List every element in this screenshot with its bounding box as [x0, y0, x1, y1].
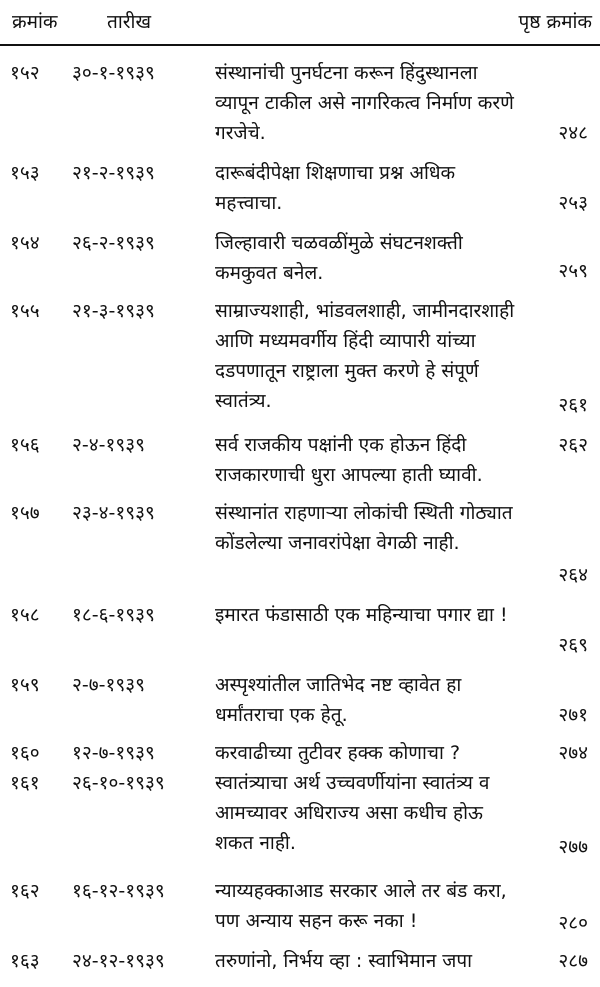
entry-title: दारूबंदीपेक्षा शिक्षणाचा प्रश्न अधिक महत्त्वाचा.: [215, 162, 456, 214]
header-number: क्रमांक: [12, 11, 58, 33]
entry-number: १६२: [10, 880, 40, 902]
entry-page-number: २६४: [558, 564, 588, 586]
entry-number: १६१: [10, 772, 40, 794]
entry-number: १५४: [10, 232, 40, 254]
entry-date: २-७-१९३९: [72, 674, 145, 696]
entry-title: न्याय्यहक्काआड सरकार आले तर बंड करा, पण अन्याय सहन करू नका !: [215, 880, 507, 932]
index-row: [0, 598, 600, 658]
entry-title: संस्थानांची पुनर्घटना करून हिंदुस्थानला व्यापून टाकील असे नागरिकत्व निर्माण करणे गरजेचे.: [215, 62, 514, 144]
index-row: [0, 496, 600, 588]
entry-title: संस्थानांत राहणाऱ्या लोकांची स्थिती गोठ्यात कोंडलेल्या जनावरांपेक्षा वेगळी नाही.: [215, 502, 513, 554]
entry-page-number: २७४: [558, 742, 588, 764]
entry-date: ३०-१-१९३९: [72, 62, 155, 84]
index-row: [0, 156, 600, 214]
index-row: [0, 428, 600, 488]
entry-title: इमारत फंडासाठी एक महिन्याचा पगार द्या !: [215, 604, 508, 626]
entry-title: सर्व राजकीय पक्षांनी एक होऊन हिंदी राजकारणाची धुरा आपल्या हाती घ्यावी.: [215, 434, 483, 486]
entry-page-number: २६९: [558, 634, 588, 656]
entry-date: २६-२-१९३९: [72, 232, 155, 254]
entry-title: तरुणांनो, निर्भय व्हा : स्वाभिमान जपा: [215, 950, 473, 972]
entry-date: १६-१२-१९३९: [72, 880, 165, 902]
entry-number: १५७: [10, 502, 40, 524]
entry-number: १५३: [10, 162, 40, 184]
entry-date: १८-६-१९३९: [72, 604, 155, 626]
index-row: [0, 56, 600, 144]
entry-date: २३-४-१९३९: [72, 502, 155, 524]
entry-page-number: २८७: [558, 950, 588, 972]
entry-page-number: २४८: [558, 122, 588, 144]
header-rule: [0, 44, 600, 46]
entry-title: करवाढीच्या तुटीवर हक्क कोणाचा ?: [215, 742, 461, 764]
table-header: [0, 0, 600, 44]
entry-title: साम्राज्यशाही, भांडवलशाही, जामीनदारशाही आणि मध्यमवर्गीय हिंदी व्यापारी यांच्या दडपणातून राष्ट्राला मुक्त करणे हे संपूर्ण स्वातंत्र्य.: [215, 300, 515, 412]
entry-number: १५२: [10, 62, 40, 84]
entry-page-number: २६१: [558, 394, 588, 416]
entry-number: १५६: [10, 434, 40, 456]
index-row: [0, 226, 600, 282]
entry-number: १६०: [10, 742, 40, 764]
entry-date: २-४-१९३९: [72, 434, 145, 456]
entry-date: २४-१२-१९३९: [72, 950, 165, 972]
entry-title: स्वातंत्र्याचा अर्थ उच्चवर्णीयांना स्वातंत्र्य व आमच्यावर अधिराज्य असा कधीच होऊ शकत नाही.: [215, 772, 490, 854]
entry-date: १२-७-१९३९: [72, 742, 155, 764]
entry-number: १६३: [10, 950, 40, 972]
entry-page-number: २८०: [558, 912, 588, 934]
entry-page-number: २७७: [558, 836, 588, 858]
entry-date: २६-१०-१९३९: [72, 772, 165, 794]
entry-number: १५५: [10, 300, 40, 322]
entry-date: २१-३-१९३९: [72, 300, 155, 322]
index-row: [0, 874, 600, 938]
index-row: [0, 766, 600, 862]
entry-page-number: २६२: [558, 434, 588, 456]
index-row: [0, 736, 600, 766]
index-row: [0, 668, 600, 728]
entry-number: १५८: [10, 604, 40, 626]
header-date: तारीख: [107, 11, 151, 33]
header-page-number: पृष्ठ क्रमांक: [518, 11, 592, 33]
entry-number: १५९: [10, 674, 40, 696]
entry-date: २१-२-१९३९: [72, 162, 155, 184]
index-row: [0, 294, 600, 418]
entry-title: जिल्हावारी चळवळींमुळे संघटनशक्ती कमकुवत बनेल.: [215, 232, 463, 284]
index-row: [0, 944, 600, 978]
entry-page-number: २७१: [558, 704, 588, 726]
entry-title: अस्पृश्यांतील जातिभेद नष्ट व्हावेत हा धर्मांतराचा एक हेतू.: [215, 674, 462, 726]
entry-page-number: २५३: [558, 192, 588, 214]
entry-page-number: २५९: [558, 260, 588, 282]
